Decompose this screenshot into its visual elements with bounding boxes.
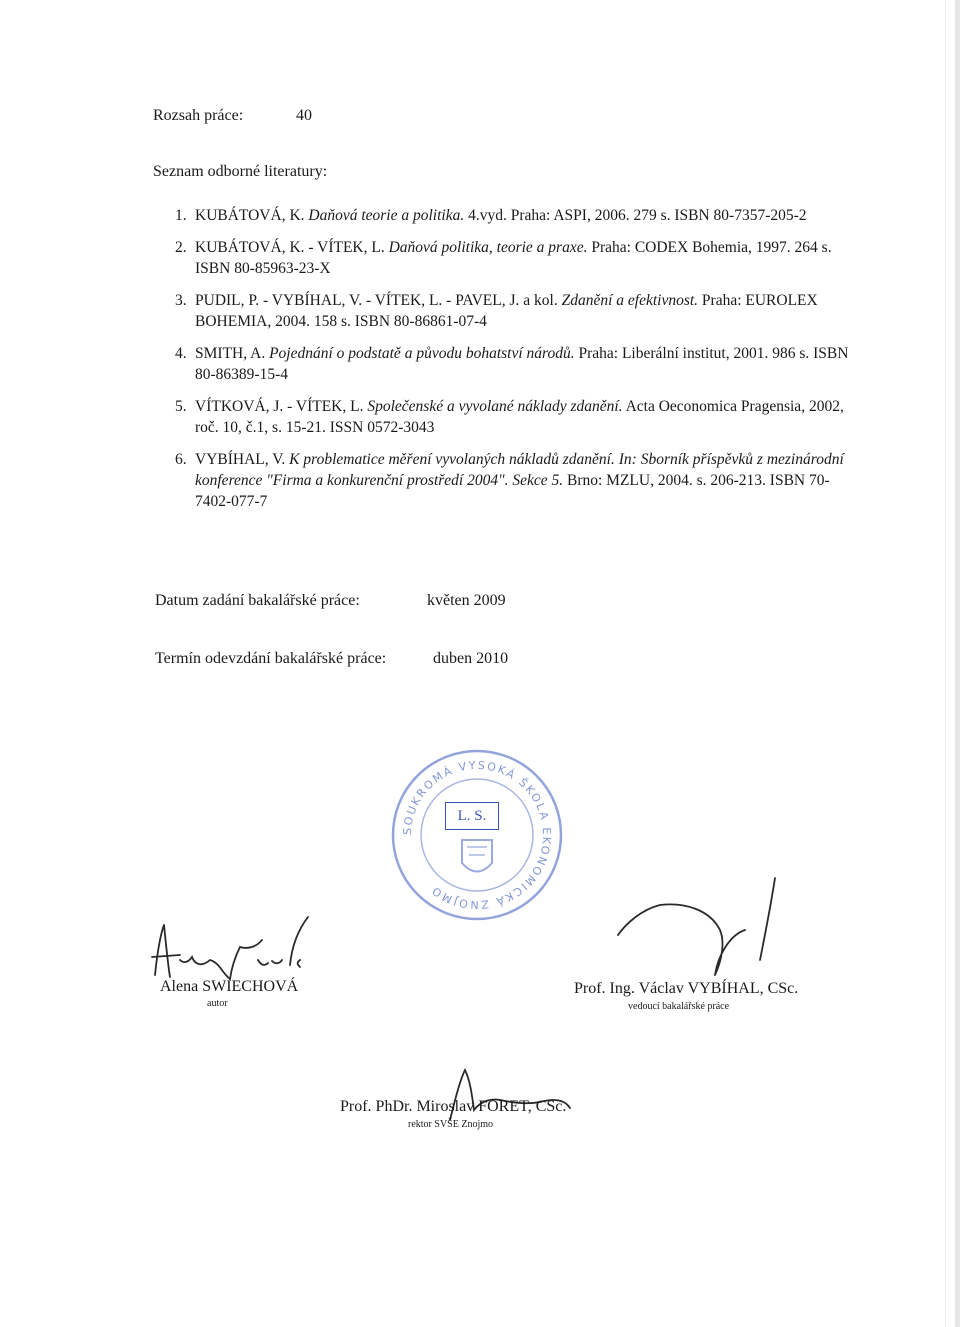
reference-authors: VYBÍHAL, V. [195,451,290,468]
scope-label: Rozsah práce: [153,107,244,124]
supervisor-name: Prof. Ing. Václav VYBÍHAL, CSc. [574,980,799,997]
reference-title: Daňová teorie a politika. [308,207,465,224]
reference-details: 4.vyd. Praha: ASPI, 2006. 279 s. ISBN 80-7357-205-2 [464,207,807,224]
reference-title: Zdanění a efektivnost. [561,292,699,309]
reference-number: 2. [175,239,187,256]
scan-edge-line [945,0,946,1327]
reference-details: Praha: EUROLEX BOHEMIA, 2004. 158 s. ISBN 80-86861-07-4 [195,292,818,330]
svg-text:SOUKROMÁ VYSOKÁ ŠKOLA EKONOMIC [401,759,553,911]
reference-details: Praha: CODEX Bohemia, 1997. 264 s. ISBN 80-85963-23-X [195,239,832,277]
reference-item [175,343,850,385]
scope-value: 40 [296,107,312,124]
reference-number: 4. [175,345,187,362]
literature-heading: Seznam odborné literatury: [153,163,328,180]
reference-list [175,205,850,523]
reference-authors: KUBÁTOVÁ, K. - VÍTEK, L. [195,239,389,256]
reference-authors: PUDIL, P. - VYBÍHAL, V. - VÍTEK, L. - PAVEL, J. a kol. [195,292,562,309]
reference-number: 6. [175,451,187,468]
stamp-ring-text: SOUKROMÁ VYSOKÁ ŠKOLA EKONOMICKÁ ZNOJMO [400,758,554,912]
reference-authors: KUBÁTOVÁ, K. [195,207,309,224]
stamp-label: L. S. [445,802,499,830]
reference-item [175,449,850,512]
reference-details: Praha: Liberální institut, 2001. 986 s. ISBN 80-86389-15-4 [195,345,849,383]
rector-name: Prof. PhDr. Miroslav FORET, CSc. [340,1098,567,1115]
supervisor-role: vedoucí bakalářské práce [628,1001,730,1012]
reference-title: Společenské a vyvolané náklady zdanění. [367,398,623,415]
reference-details: Acta Oeconomica Pragensia, 2002, roč. 10, č.1, s. 15-21. ISSN 0572-3043 [195,398,844,436]
rector-role: rektor SVŠE Znojmo [408,1119,493,1130]
reference-number: 1. [175,207,187,224]
submission-date-value: duben 2010 [433,650,509,667]
reference-details: Brno: MZLU, 2004. s. 206-213. ISBN 70-7402-077-7 [195,472,830,510]
author-role: autor [207,998,228,1009]
reference-number: 5. [175,398,187,415]
assignment-date-value: květen 2009 [427,592,506,609]
official-stamp [387,745,567,925]
rector-signature [430,1050,590,1130]
reference-item [175,205,850,226]
scan-edge [955,0,960,1327]
reference-item [175,290,850,332]
reference-title: Daňová politika, teorie a praxe. [388,239,588,256]
reference-item [175,237,850,279]
reference-item [175,396,850,438]
assignment-date-label: Datum zadání bakalářské práce: [155,592,360,609]
submission-date-label: Termín odevzdání bakalářské práce: [155,650,387,667]
author-name: Alena SWIECHOVÁ [160,978,299,995]
reference-title: Pojednání o podstatě a původu bohatství národů. [269,345,575,362]
author-signature [140,905,330,985]
reference-authors: SMITH, A. [195,345,270,362]
reference-title: K problematice měření vyvolaných nákladů zdanění. In: Sborník příspěvků z mezinárodní konference "Firma a konkurenční prostředí 2004". Sekce 5. [195,451,844,489]
reference-authors: VÍTKOVÁ, J. - VÍTEK, L. [195,398,368,415]
supervisor-signature [600,870,800,990]
reference-number: 3. [175,292,187,309]
